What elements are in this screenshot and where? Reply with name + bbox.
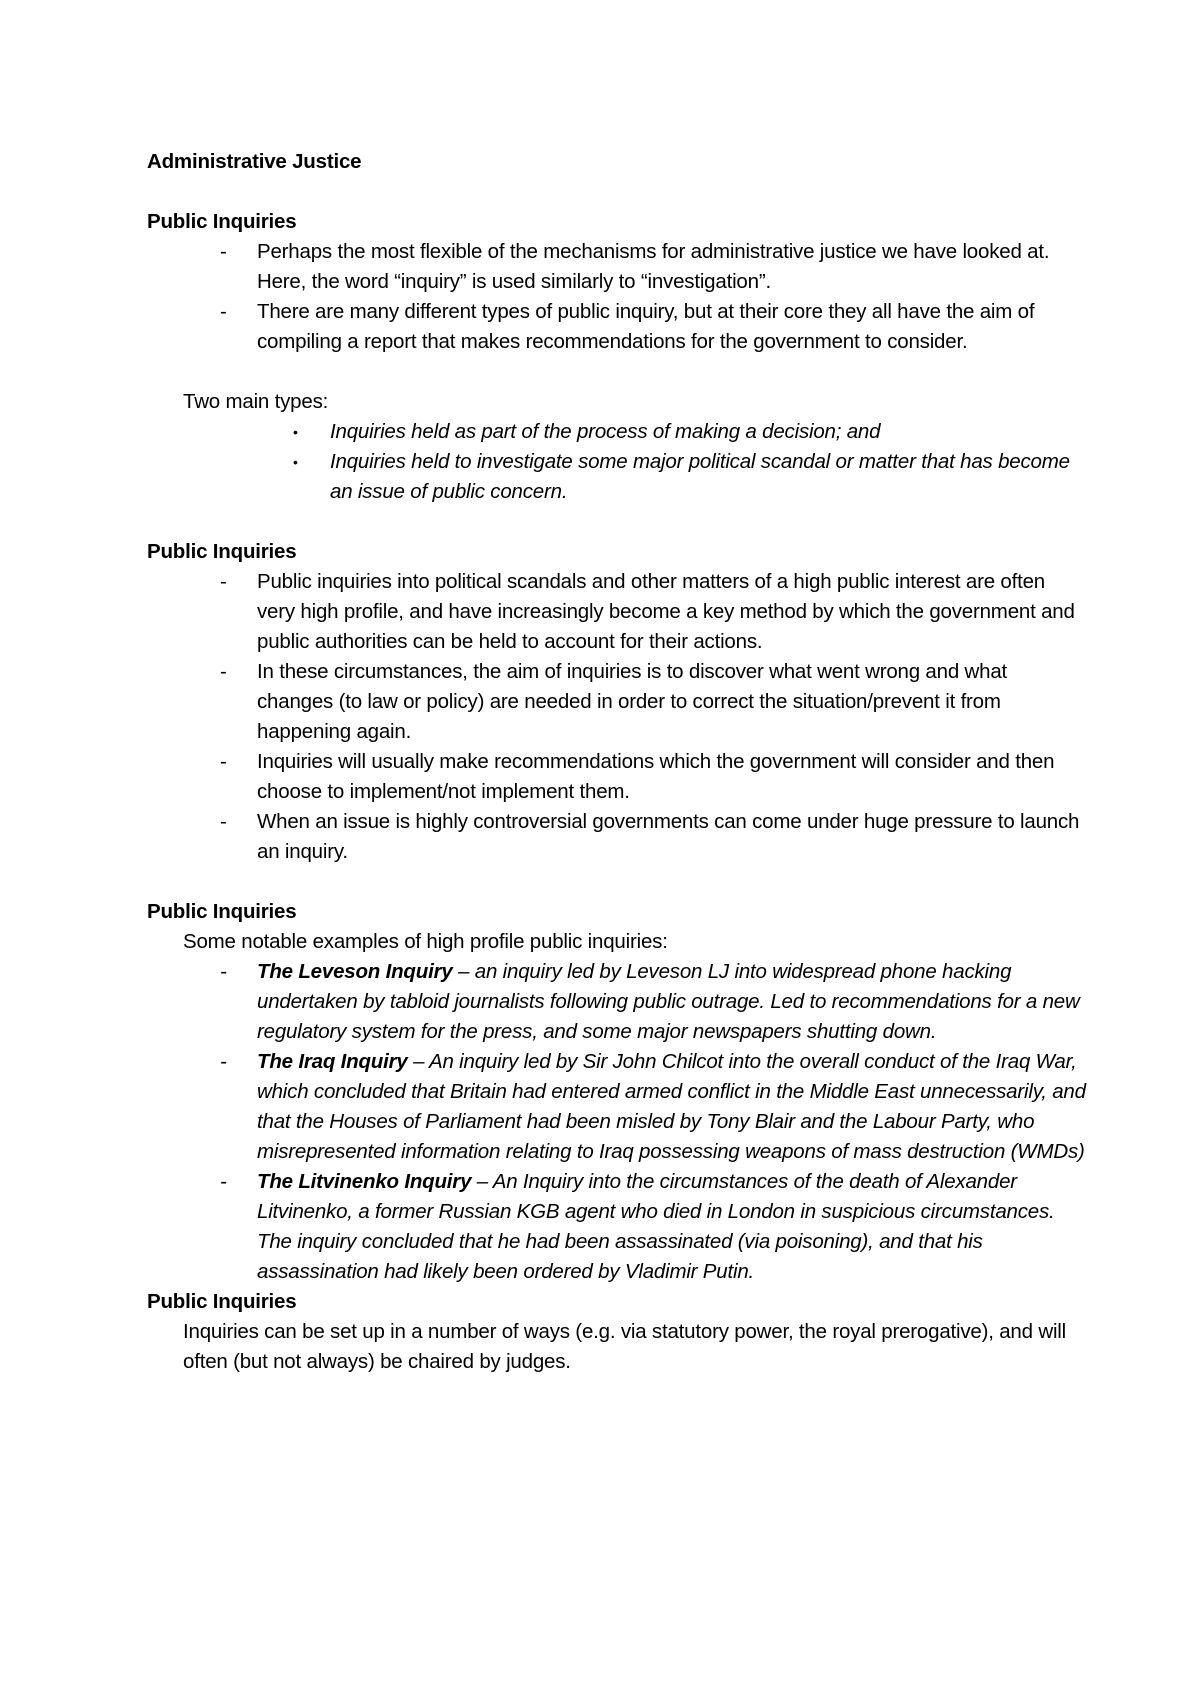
example-name: The Leveson Inquiry (257, 960, 453, 983)
examples-list (147, 957, 1087, 1287)
dash-marker: - (220, 810, 227, 833)
list-item-text: There are many different types of public inquiry, but at their core they all have the aim of compiling a report that makes recommendations for the government to consider. (257, 300, 1035, 353)
example-description: – An inquiry led by Sir John Chilcot into the overall conduct of the Iraq War, which concluded that Britain had entered armed conflict in the Middle East unnecessarily, and that the Houses of Parliament had been misled by Tony Blair and the Labour Party, who misrepresented information relating to Iraq possessing weapons of mass destruction (WMDs) (257, 1050, 1086, 1163)
dash-marker: - (220, 1170, 227, 1193)
document-title: Administrative Justice (147, 150, 362, 173)
list-item (147, 747, 1087, 807)
section1-list (147, 237, 1087, 357)
list-item-text: Perhaps the most flexible of the mechanisms for administrative justice we have looked at. Here, the word “inquiry” is used similarly to “investigation”. (257, 240, 1050, 293)
types-intro: Two main types: (183, 390, 329, 413)
list-item-text: In these circumstances, the aim of inquiries is to discover what went wrong and what changes (to law or policy) are needed in order to correct the situation/prevent it from happening again. (257, 660, 1008, 743)
list-item (147, 297, 1087, 357)
example-text (257, 1170, 1055, 1283)
list-item (147, 447, 1087, 507)
list-item (147, 417, 1087, 447)
list-item (147, 1167, 1087, 1287)
document-body (147, 147, 1087, 1377)
list-item (147, 807, 1087, 867)
spacer (147, 507, 1087, 537)
list-item-text: When an issue is highly controversial governments can come under huge pressure to launch an inquiry. (257, 810, 1080, 863)
bullet-marker: • (293, 454, 298, 470)
examples-intro: Some notable examples of high profile public inquiries: (183, 930, 668, 953)
dash-marker: - (220, 660, 227, 683)
list-item (147, 1047, 1087, 1167)
spacer (147, 177, 1087, 207)
types-list (147, 417, 1087, 507)
example-description: – an inquiry led by Leveson LJ into widespread phone hacking undertaken by tabloid journalists following public outrage. Led to recommendations for a new regulatory system for the press, and some major newspapers shutting down. (257, 960, 1080, 1043)
list-item-text: Public inquiries into political scandals and other matters of a high public interest are often very high profile, and have increasingly become a key method by which the government and public authorities can be held to account for their actions. (257, 570, 1075, 653)
list-item (147, 957, 1087, 1047)
dash-marker: - (220, 1050, 227, 1073)
list-item (147, 237, 1087, 297)
dash-marker: - (220, 300, 227, 323)
section2-list (147, 567, 1087, 867)
spacer (147, 357, 1087, 387)
list-item-text: Inquiries held to investigate some major political scandal or matter that has become an issue of public concern. (330, 450, 1070, 503)
spacer (147, 867, 1087, 897)
example-name: The Iraq Inquiry (257, 1050, 408, 1073)
dash-marker: - (220, 570, 227, 593)
section-heading: Public Inquiries (147, 540, 297, 563)
dash-marker: - (220, 750, 227, 773)
example-name: The Litvinenko Inquiry (257, 1170, 472, 1193)
section-heading: Public Inquiries (147, 1290, 297, 1313)
list-item (147, 657, 1087, 747)
list-item (147, 567, 1087, 657)
list-item-text: Inquiries held as part of the process of making a decision; and (330, 420, 881, 443)
bullet-marker: • (293, 424, 298, 440)
dash-marker: - (220, 240, 227, 263)
dash-marker: - (220, 960, 227, 983)
example-description: – An Inquiry into the circumstances of the death of Alexander Litvinenko, a former Russian KGB agent who died in London in suspicious circumstances. The inquiry concluded that he had been assassinated (via poisoning), and that his assassination had likely been ordered by Vladimir Putin. (257, 1170, 1055, 1283)
section-heading: Public Inquiries (147, 900, 297, 923)
list-item-text: Inquiries will usually make recommendations which the government will consider and then choose to implement/not implement them. (257, 750, 1055, 803)
example-text (257, 1050, 1086, 1163)
section-heading: Public Inquiries (147, 210, 297, 233)
example-text (257, 960, 1080, 1043)
closing-paragraph: Inquiries can be set up in a number of ways (e.g. via statutory power, the royal prerogative), and will often (but not always) be chaired by judges. (183, 1320, 1067, 1373)
